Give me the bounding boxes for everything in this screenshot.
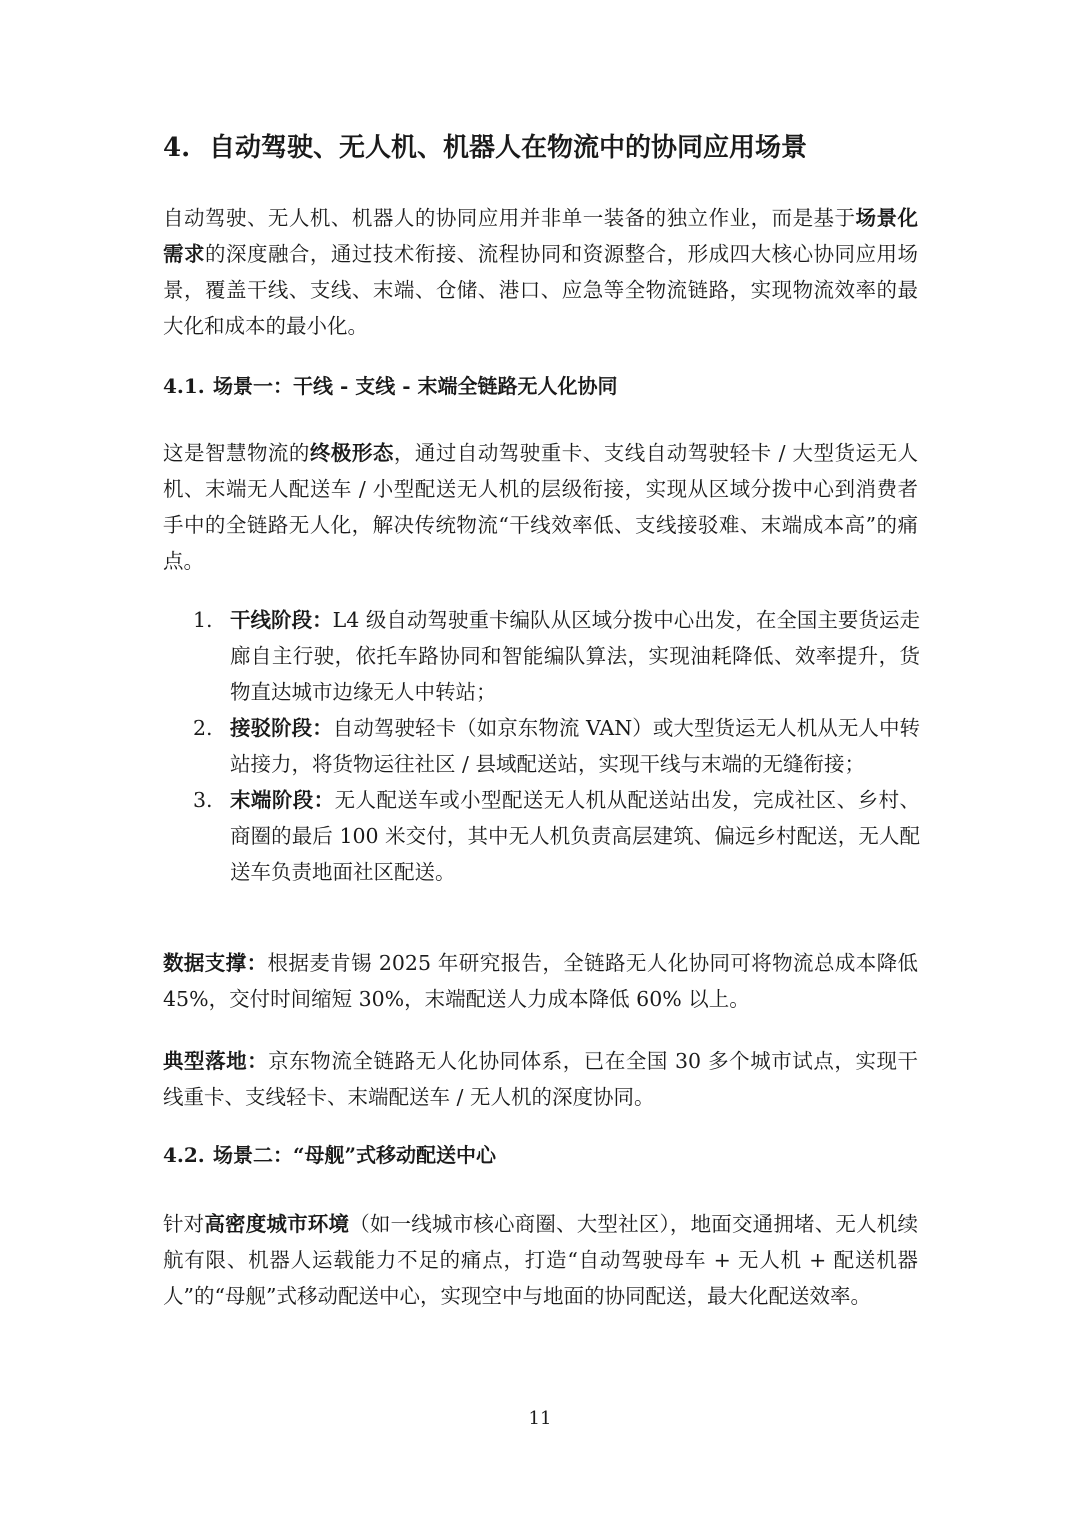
s42-emphasis: 高密度城市环境 bbox=[204, 1212, 350, 1236]
list-item bbox=[163, 782, 920, 890]
intro-paragraph bbox=[163, 200, 918, 344]
subsection-heading-4-1 bbox=[163, 369, 923, 403]
intro-text-1: 自动驾驶、无人机、机器人的协同应用并非单一装备的独立作业，而是基于 bbox=[163, 206, 856, 230]
subsection-title: 场景二：“母舰”式移动配送中心 bbox=[213, 1143, 497, 1167]
s41-text-2: ，通过自动驾驶重卡、支线自动驾驶轻卡 / 大型货运无人机、末端无人配送车 / 小型配送无人机的层级衔接，实现从区域分拨中心到消费者手中的全链路无人化，解决传统物流“干线效率低、支线接驳难、末端成本高”的痛点。 bbox=[163, 441, 918, 573]
s41-emphasis: 终极形态 bbox=[309, 441, 394, 465]
section-number: 4. bbox=[163, 133, 191, 163]
data-support-label: 数据支撑： bbox=[163, 951, 268, 975]
section-heading bbox=[163, 128, 923, 168]
list-item-index: 1. bbox=[193, 608, 213, 632]
s42-text-1: 针对 bbox=[163, 1212, 205, 1236]
list-item-index: 3. bbox=[193, 788, 213, 812]
case-paragraph bbox=[163, 1043, 918, 1115]
case-label: 典型落地： bbox=[163, 1049, 269, 1073]
subsection-heading-4-2 bbox=[163, 1138, 923, 1172]
list-item-index: 2. bbox=[193, 716, 213, 740]
data-support-text: 根据麦肯锡 2025 年研究报告，全链路无人化协同可将物流总成本降低 45%，交付时间缩短 30%，末端配送人力成本降低 60% 以上。 bbox=[163, 951, 919, 1011]
subsection-number: 4.1. bbox=[163, 374, 205, 398]
intro-emphasis: 场景化需求 bbox=[163, 206, 919, 266]
page-number: 11 bbox=[528, 1408, 552, 1429]
subsection-number: 4.2. bbox=[163, 1143, 205, 1167]
list-item-text: 自动驾驶轻卡（如京东物流 VAN）或大型货运无人机从无人中转站接力，将货物运往社区 / 县域配送站，实现干线与末端的无缝衔接； bbox=[230, 716, 921, 776]
case-text: 京东物流全链路无人化协同体系，已在全国 30 多个城市试点，实现干线重卡、支线轻卡、末端配送车 / 无人机的深度协同。 bbox=[163, 1049, 918, 1109]
s42-paragraph bbox=[163, 1206, 918, 1314]
stage-list bbox=[163, 602, 923, 890]
list-item bbox=[163, 710, 920, 782]
intro-text-2: 的深度融合，通过技术衔接、流程协同和资源整合，形成四大核心协同应用场景，覆盖干线、支线、末端、仓储、港口、应急等全物流链路，实现物流效率的最大化和成本的最小化。 bbox=[163, 242, 919, 338]
list-item-label: 末端阶段： bbox=[230, 788, 335, 812]
list-item-text: 无人配送车或小型配送无人机从配送站出发，完成社区、乡村、商圈的最后 100 米交付，其中无人机负责高层建筑、偏远乡村配送，无人配送车负责地面社区配送。 bbox=[230, 788, 920, 884]
subsection-title: 场景一：干线 - 支线 - 末端全链路无人化协同 bbox=[213, 374, 618, 398]
s42-text-2: （如一线城市核心商圈、大型社区），地面交通拥堵、无人机续航有限、机器人运载能力不足的痛点，打造“自动驾驶母车 + 无人机 + 配送机器人”的“母舰”式移动配送中心，实现空中与地面的协同配送，最大化配送效率。 bbox=[163, 1212, 918, 1308]
list-item-text: L4 级自动驾驶重卡编队从区域分拨中心出发，在全国主要货运走廊自主行驶，依托车路协同和智能编队算法，实现油耗降低、效率提升，货物直达城市边缘无人中转站； bbox=[230, 608, 921, 704]
s41-text-1: 这是智慧物流的 bbox=[163, 441, 310, 465]
list-item-label: 接驳阶段： bbox=[230, 716, 333, 740]
s41-paragraph bbox=[163, 435, 918, 579]
data-support-paragraph bbox=[163, 945, 918, 1017]
section-title: 自动驾驶、无人机、机器人在物流中的协同应用场景 bbox=[209, 133, 808, 163]
list-item-label: 干线阶段： bbox=[230, 608, 333, 632]
list-item bbox=[163, 602, 920, 710]
